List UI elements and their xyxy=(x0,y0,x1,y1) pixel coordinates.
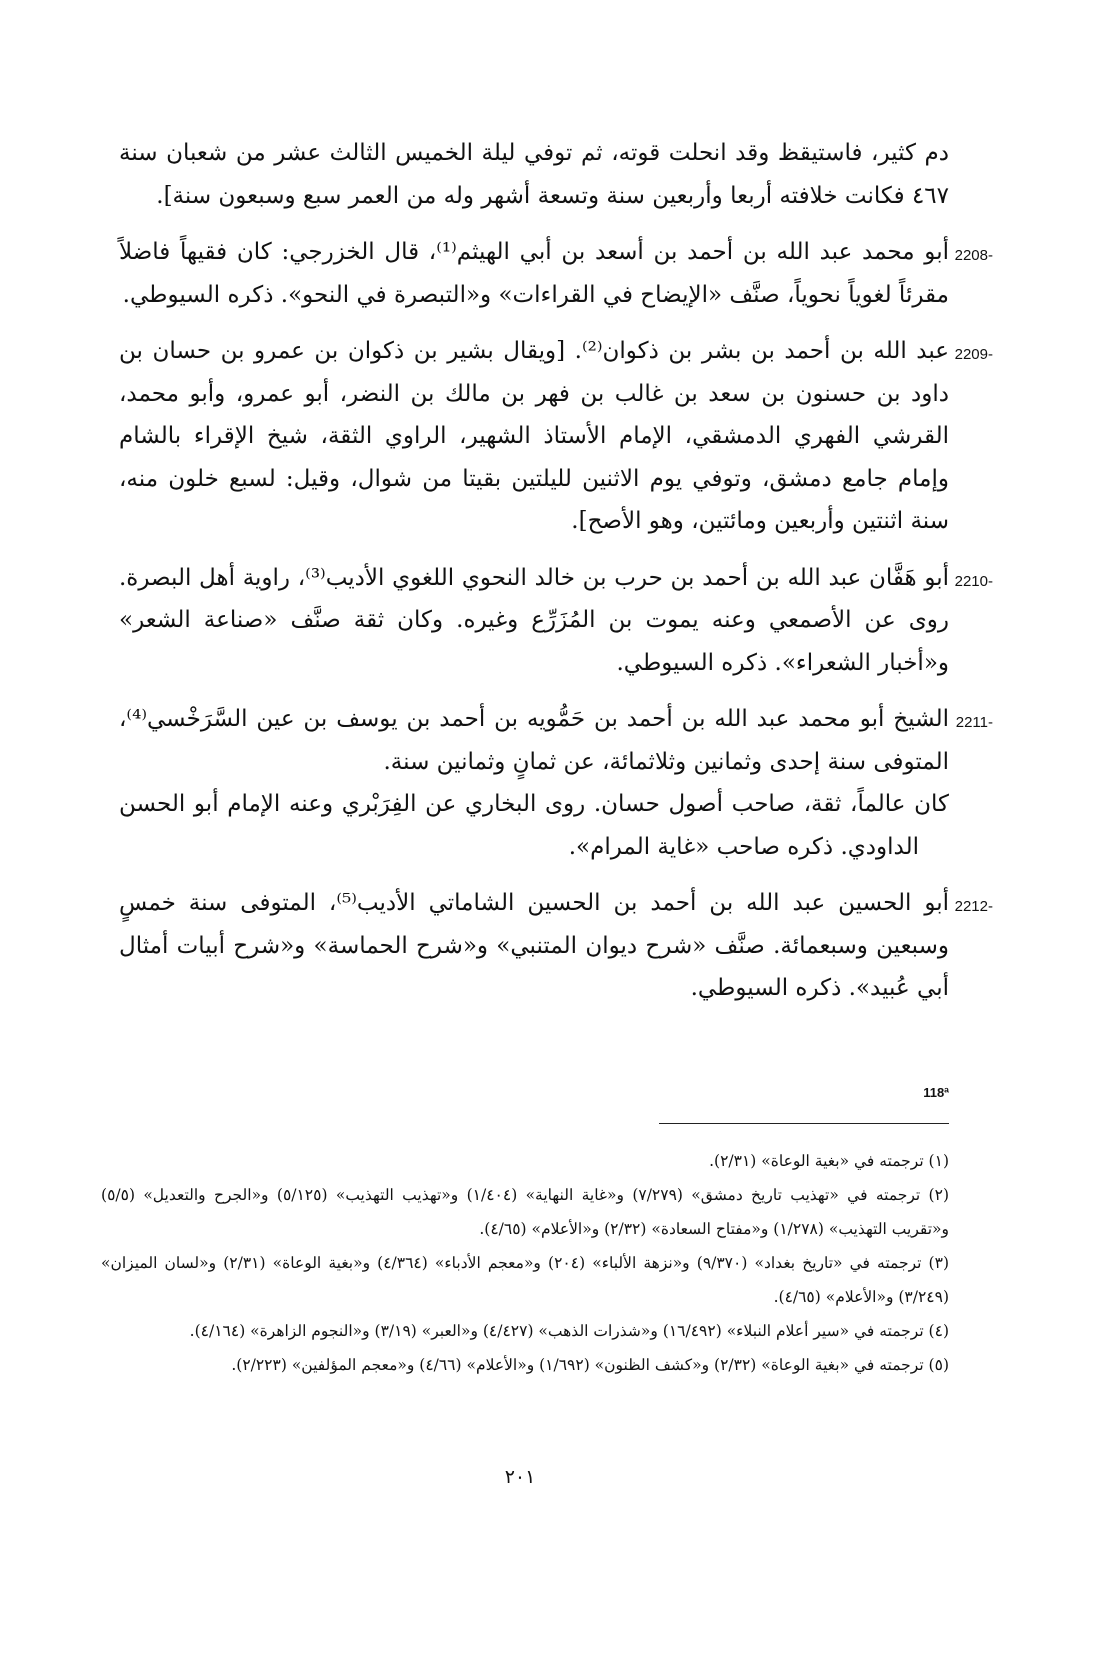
entry-number: 2209- xyxy=(954,346,993,363)
footnotes xyxy=(101,1144,949,1382)
entry-2211 xyxy=(119,698,993,868)
entry-text: أبو هَفَّان عبد الله بن أحمد بن حرب بن خالد النحوي اللغوي الأديب⁽³⁾، راوية أهل البصرة. روى عن الأصمعي وعنه يموت بن المُزَرِّع وغيره. وكان ثقة صنَّف «صناعة الشعر» و«أخبار الشعراء». ذكره السيوطي. xyxy=(119,564,949,676)
intro-paragraph: دم كثير، فاستيقظ وقد انحلت قوته، ثم توفي ليلة الخميس الثالث عشر من شعبان سنة ٤٦٧ فكانت خلافته أربعا وأربعين سنة وتسعة أشهر وله من العمر سبع وسبعون سنة]. xyxy=(119,140,949,209)
entry-2212 xyxy=(119,882,993,1010)
entry-text: عبد الله بن أحمد بن بشر بن ذكوان⁽²⁾. [ويقال بشير بن ذكوان بن عمرو بن حسان بن داود بن حسنون بن سعد بن غالب بن فهر بن مالك بن النضر، أبو عمرو، وأبو محمد، القرشي الفهري الدمشقي، الإمام الأستاذ الشهير، الراوي الثقة، شيخ الإقراء بالشام وإمام جامع دمشق، وتوفي يوم الاثنين لليلتين بقيتا من شوال، وقيل: لسبع خلون منه، سنة اثنتين وأربعين ومائتين، وهو الأصح]. xyxy=(119,338,950,534)
entry-number: 2212- xyxy=(954,898,993,915)
entry-number: 2211- xyxy=(955,714,993,731)
entry-extra-paragraph: كان عالماً، ثقة، صاحب أصول حسان. روى البخاري عن الفِرَبْري وعنه الإمام أبو الحسن الداودي. ذكره صاحب «غاية المرام». xyxy=(119,791,949,860)
entry-text: أبو محمد عبد الله بن أحمد بن أسعد بن أبي الهيثم⁽¹⁾، قال الخزرجي: كان فقيهاً فاضلاً مقرئاً لغوياً نحوياً، صنَّف «الإيضاح في القراءات» و«التبصرة في النحو». ذكره السيوطي. xyxy=(119,239,949,308)
entry-number: 2208- xyxy=(954,247,993,264)
footnote-separator xyxy=(659,1123,949,1124)
entry-text: الشيخ أبو محمد عبد الله بن أحمد بن حَمُّويه بن أحمد بن يوسف بن عين السَّرَخْسي⁽⁴⁾، المتوفى سنة إحدى وثمانين وثلاثمائة، عن ثمانٍ وثمانين سنة. xyxy=(119,706,949,775)
page-number: ٢٠١ xyxy=(504,1466,536,1488)
manuscript-folio-marker: 118ª xyxy=(923,1085,949,1100)
footnote-2: (٢) ترجمته في «تهذيب تاريخ دمشق» (٧/٢٧٩) و«غاية النهاية» (١/٤٠٤) و«تهذيب التهذيب» (٥/١٢٥) و«الجرح والتعديل» (٥/٥) و«تقريب التهذيب» (١/٢٧٨) و«مفتاح السعادة» (٢/٣٢) و«الأعلام» (٤/٦٥). xyxy=(101,1186,949,1238)
entry-2210 xyxy=(119,557,993,685)
entry-number: 2210- xyxy=(954,572,993,590)
footnote-4: (٤) ترجمته في «سير أعلام النبلاء» (١٦/٤٩٢) و«شذرات الذهب» (٤/٤٢٧) و«العبر» (٣/١٩) و«النجوم الزاهرة» (٤/١٦٤). xyxy=(189,1322,949,1340)
entry-2209 xyxy=(119,330,993,543)
footnote-5: (٥) ترجمته في «بغية الوعاة» (٢/٣٢) و«كشف الظنون» (١/٦٩٢) و«الأعلام» (٤/٦٦) و«معجم المؤلفين» (٢/٢٢٣). xyxy=(231,1356,949,1374)
entry-2208 xyxy=(119,231,993,316)
entry-text: أبو الحسين عبد الله بن أحمد بن الحسين الشاماتي الأديب⁽⁵⁾، المتوفى سنة خمسٍ وسبعين وسبعمائة. صنَّف «شرح ديوان المتنبي» و«شرح الحماسة» و«شرح أبيات أمثال أبي عُبيد». ذكره السيوطي. xyxy=(119,890,949,1001)
footnote-3: (٣) ترجمته في «تاريخ بغداد» (٩/٣٧٠) و«نزهة الألباء» (٢٠٤) و«معجم الأدباء» (٤/٣٦٤) و«بغية الوعاة» (٢/٣١) و«لسان الميزان» (٣/٢٤٩) و«الأعلام» (٤/٦٥). xyxy=(101,1254,949,1306)
main-text xyxy=(119,132,993,1010)
footnote-1: (١) ترجمته في «بغية الوعاة» (٢/٣١). xyxy=(709,1152,949,1170)
